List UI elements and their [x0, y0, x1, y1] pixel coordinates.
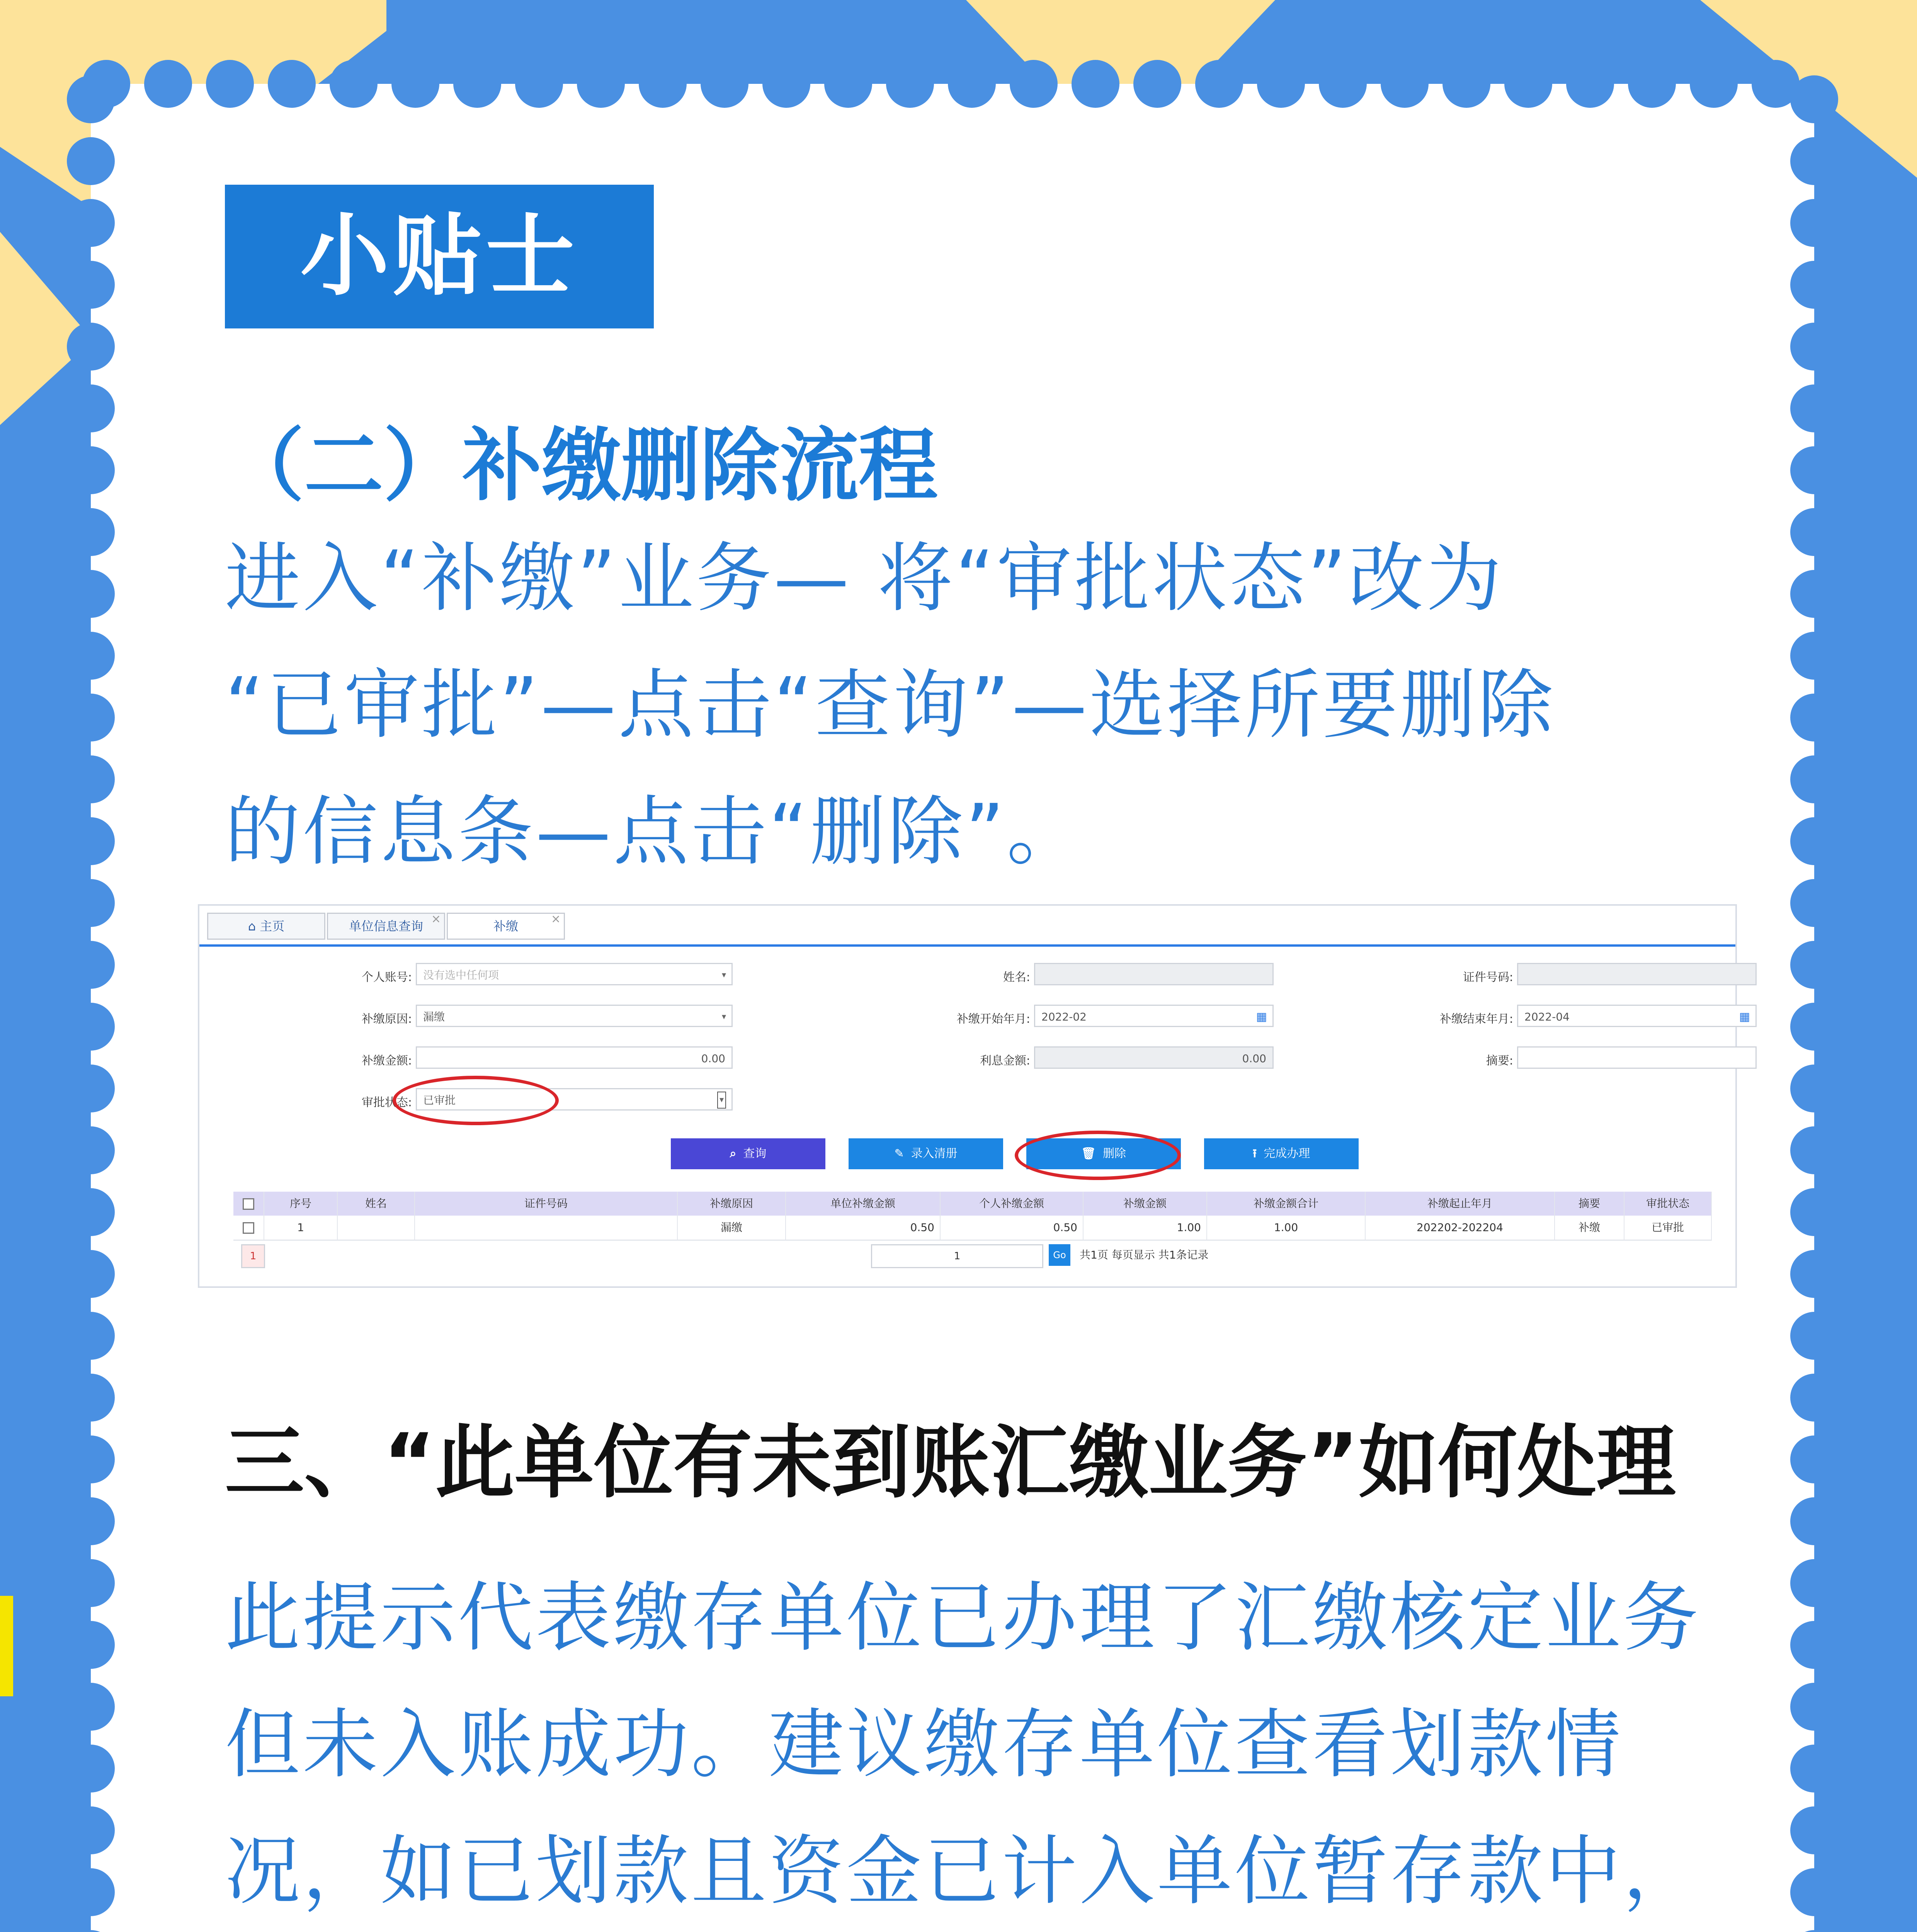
table-cell: 漏缴	[678, 1216, 786, 1240]
personal-account-label: 个人账号:	[361, 971, 412, 984]
reason-select[interactable]: 漏缴 ▾	[416, 1005, 733, 1027]
end-month-label: 补缴结束年月:	[1439, 1012, 1513, 1026]
page-number-current[interactable]: 1	[241, 1244, 265, 1268]
table-cell	[415, 1216, 678, 1240]
header-cell: 序号	[264, 1192, 338, 1216]
page-input[interactable]: 1	[871, 1244, 1043, 1268]
tab-bar	[199, 906, 1735, 947]
interest-field: 0.00	[1034, 1046, 1274, 1069]
summary-input[interactable]	[1517, 1046, 1757, 1069]
amount-field[interactable]: 0.00	[416, 1046, 733, 1069]
approval-status-label: 审批状态:	[361, 1096, 412, 1109]
summary-label: 摘要:	[1486, 1054, 1513, 1068]
table-cell: 0.50	[786, 1216, 941, 1240]
table-cell: 1	[264, 1216, 338, 1240]
section3-line: 此提示代表缴存单位已办理了汇缴核定业务	[225, 1574, 1701, 1662]
go-button[interactable]: Go	[1049, 1244, 1070, 1266]
name-label: 姓名:	[1003, 971, 1030, 984]
tab-supplement[interactable]: 补缴 ×	[447, 913, 565, 940]
section2-line: 的信息条—点击“删除”。	[225, 788, 1085, 876]
upload-icon: ⭱	[1252, 1147, 1257, 1160]
table-cell: 1.00	[1207, 1216, 1366, 1240]
section2-title: （二）补缴删除流程	[225, 420, 938, 512]
section3-line: 况，如已划款且资金已计入单位暂存款中，	[225, 1827, 1701, 1915]
table-row[interactable]	[233, 1216, 1712, 1241]
amount-label: 补缴金额:	[361, 1054, 412, 1068]
table-header-row	[233, 1192, 1712, 1216]
header-cell: 补缴起止年月	[1366, 1192, 1555, 1216]
section2-line: “已审批”—点击“查询”—选择所要删除	[225, 661, 1556, 749]
search-icon: ⌕	[730, 1147, 737, 1160]
section3-title: 三、“此单位有未到账汇缴业务”如何处理	[225, 1417, 1676, 1509]
select-all-checkbox[interactable]	[233, 1192, 264, 1216]
header-cell: 个人补缴金额	[941, 1192, 1084, 1216]
header-cell: 补缴金额	[1084, 1192, 1207, 1216]
pagination	[233, 1242, 1712, 1269]
highlight-ring-status	[393, 1076, 559, 1125]
close-icon[interactable]: ×	[431, 912, 441, 926]
complete-button[interactable]: ⭱ 完成办理	[1204, 1138, 1359, 1169]
id-number-label: 证件号码:	[1463, 971, 1513, 984]
section2-line: 进入“补缴”业务— 将“审批状态”改为	[225, 534, 1504, 622]
table-cell: 1.00	[1084, 1216, 1207, 1240]
header-cell: 单位补缴金额	[786, 1192, 941, 1216]
pager-summary: 共1页 每页显示 共1条记录	[1080, 1248, 1209, 1261]
calendar-icon[interactable]: ▦	[1739, 1010, 1750, 1024]
table-cell: 已审批	[1624, 1216, 1712, 1240]
approval-status-select[interactable]: 已审批 ▾	[416, 1088, 733, 1111]
tab-home[interactable]: ⌂ 主页	[207, 913, 325, 940]
header-cell: 补缴金额合计	[1207, 1192, 1366, 1216]
section3-line: 但未入账成功。建议缴存单位查看划款情	[225, 1701, 1623, 1788]
name-field	[1034, 963, 1274, 985]
table-cell: 202202-202204	[1366, 1216, 1555, 1240]
interest-label: 利息金额:	[980, 1054, 1030, 1068]
supplement-payment-app	[198, 904, 1750, 1288]
chevron-down-icon: ▾	[721, 970, 726, 980]
trash-icon: 🗑	[1081, 1147, 1096, 1160]
row-checkbox[interactable]	[233, 1216, 264, 1240]
query-button[interactable]: ⌕ 查询	[671, 1138, 825, 1169]
chevron-down-icon: ▾	[717, 1092, 726, 1109]
tab-unit-info-query[interactable]: 单位信息查询 ×	[327, 913, 445, 940]
table-cell	[338, 1216, 415, 1240]
table-cell: 0.50	[941, 1216, 1084, 1240]
header-cell: 审批状态	[1624, 1192, 1712, 1216]
table-cell: 补缴	[1555, 1216, 1624, 1240]
edit-icon: ✎	[894, 1147, 904, 1160]
header-cell: 摘要	[1555, 1192, 1624, 1216]
header-cell: 补缴原因	[678, 1192, 786, 1216]
enter-list-button[interactable]: ✎ 录入清册	[849, 1138, 1003, 1169]
chevron-down-icon: ▾	[721, 1012, 726, 1022]
calendar-icon[interactable]: ▦	[1256, 1010, 1267, 1024]
end-month-input[interactable]: 2022-04 ▦	[1517, 1005, 1757, 1027]
tip-badge: 小贴士	[225, 185, 654, 328]
delete-button[interactable]: 🗑 删除	[1026, 1138, 1181, 1169]
home-icon: ⌂	[248, 919, 260, 934]
close-icon[interactable]: ×	[551, 912, 561, 926]
reason-label: 补缴原因:	[361, 1012, 412, 1026]
start-month-input[interactable]: 2022-02 ▦	[1034, 1005, 1274, 1027]
personal-account-select[interactable]: 没有选中任何项 ▾	[416, 963, 733, 985]
start-month-label: 补缴开始年月:	[956, 1012, 1030, 1026]
highlight-ring-delete	[1015, 1131, 1181, 1180]
id-number-field	[1517, 963, 1757, 985]
header-cell: 姓名	[338, 1192, 415, 1216]
header-cell: 证件号码	[415, 1192, 678, 1216]
